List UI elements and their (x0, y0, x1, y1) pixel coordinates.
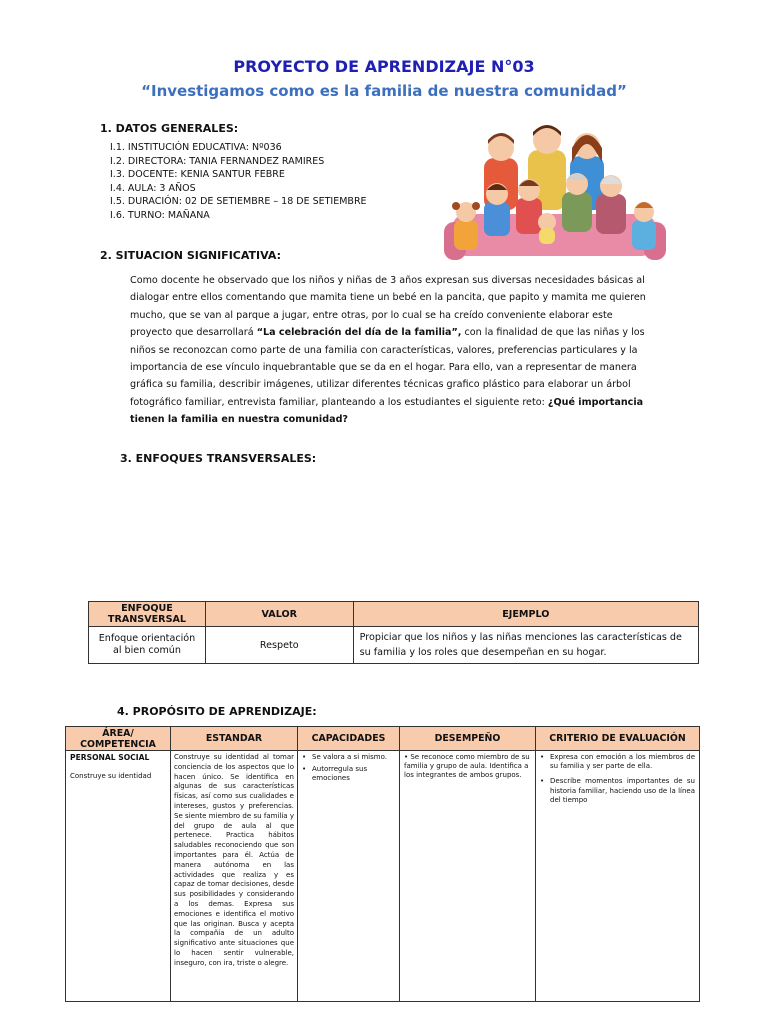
area-label: PERSONAL SOCIAL (70, 753, 150, 762)
page-title: PROYECTO DE APRENDIZAJE N°03 (233, 57, 535, 76)
enfoques-table (88, 601, 699, 664)
table-header: ENFOQUE TRANSVERSAL (89, 602, 206, 627)
child-figure (516, 179, 542, 234)
datos-item: I.5. DURACIÓN: 02 DE SETIEMBRE – 18 DE SETIEMBRE (110, 196, 367, 208)
table-header: CRITERIO DE EVALUACIÓN (536, 727, 700, 751)
datos-generales-heading: 1. DATOS GENERALES: (100, 122, 239, 135)
desempeno-text: • Se reconoce como miembro de su familia y grupo de aula. Identifica a los integrantes de ambos grupos. (404, 753, 530, 780)
estandar-text: Construye su identidad al tomar conciencia de los aspectos que lo hacen único. Se identifica en algunas de sus características físicas, así como sus cualidades e intereses, gustos y preferencias. Se siente miembro de su familia y del grupo de aula al que pertenece. Practica hábitos saludables reconociendo que son importantes para él. Actúa de manera autónoma en las actividades que realiza y es capaz de tomar decisiones, desde sus posibilidades y considerando a los demas. Expresa sus emociones e identifica el motivo que las originan. Busca y acepta la compañía de un adulto significativo ante situaciones que lo hacen sentir vulnerable, inseguro, con ira, triste o alegre. (174, 753, 294, 967)
datos-generales-list (110, 141, 367, 223)
child-figure (452, 202, 480, 250)
list-item: • Expresa con emoción a los miembros de su familia y ser parte de ella. (540, 753, 695, 771)
proposito-heading: 4. PROPÓSITO DE APRENDIZAJE: (117, 705, 317, 718)
grandparent-figure (596, 175, 626, 234)
criterio-cell (536, 751, 700, 1002)
competencia-label: Construye su identidad (70, 772, 152, 780)
estandar-cell (171, 751, 298, 1002)
table-header: DESEMPEÑO (400, 727, 536, 751)
area-cell (66, 751, 171, 1002)
datos-item: I.4. AULA: 3 AÑOS (110, 182, 196, 194)
table-header: ESTANDAR (171, 727, 298, 751)
datos-item: I.2. DIRECTORA: TANIA FERNANDEZ RAMIRES (110, 155, 325, 167)
datos-item: I.3. DOCENTE: KENIA SANTUR FEBRE (110, 169, 285, 181)
table-header: VALOR (205, 602, 353, 627)
table-row (89, 627, 699, 664)
child-figure (484, 183, 510, 236)
table-header: ÁREA/ COMPETENCIA (66, 727, 171, 751)
table-header: CAPACIDADES (298, 727, 400, 751)
list-item: • Se valora a si mismo. (302, 753, 395, 762)
proposito-table (65, 726, 700, 1002)
desempeno-cell (400, 751, 536, 1002)
table-row (66, 751, 700, 1002)
enfoque-cell: Enfoque orientación al bien común (89, 627, 206, 664)
list-item: • Autorregula sus emociones (302, 765, 395, 783)
enfoques-heading: 3. ENFOQUES TRANSVERSALES: (120, 452, 317, 465)
grandparent-figure (562, 173, 592, 232)
datos-item: I.6. TURNO: MAÑANA (110, 209, 210, 221)
table-header: EJEMPLO (353, 602, 698, 627)
ejemplo-cell: Propiciar que los niños y las niñas menciones las características de su familia y los roles que desempeñan en su hogar. (353, 627, 698, 664)
valor-cell: Respeto (205, 627, 353, 664)
capacidades-list (302, 753, 395, 784)
situacion-paragraph: Como docente he observado que los niños y niñas de 3 años expresan sus diversas necesidades básicas al dialogar entre ellos comentando que mamita tiene un bebé en la pancita, que papito y mamita me quieren mucho, que se van al parque a jugar, entre otras, por lo cual se ha creído conveniente elaborar este proyecto que desarrollará “La celebración del día de la familia”, con la finalidad de que las niñas y los niños se reconozcan como parte de una familia con características, valores, preferencias particulares y la importancia de ese vínculo inquebrantable que se da en el hogar. Para ello, van a representar de manera gráfica su familia, describir imágenes, utilizar diferentes técnicas grafico plástico para elaborar un árbol fotográfico familiar, entrevista familiar, planteando a los estudiantes el siguiente reto: ¿Qué importancia tienen la familia en nuestra comunidad? (130, 275, 646, 426)
situacion-heading: 2. SITUACION SIGNIFICATIVA: (100, 249, 282, 262)
datos-item: I.1. INSTITUCIÓN EDUCATIVA: Nº036 (110, 142, 282, 153)
page-subtitle: “Investigamos como es la familia de nuestra comunidad” (141, 82, 627, 100)
list-item: • Describe momentos importantes de su historia familiar, haciendo uso de la línea del tiempo (540, 777, 695, 805)
criterios-list (540, 753, 695, 805)
family-illustration (444, 122, 666, 264)
capacidades-cell (298, 751, 400, 1002)
child-figure (632, 202, 656, 250)
